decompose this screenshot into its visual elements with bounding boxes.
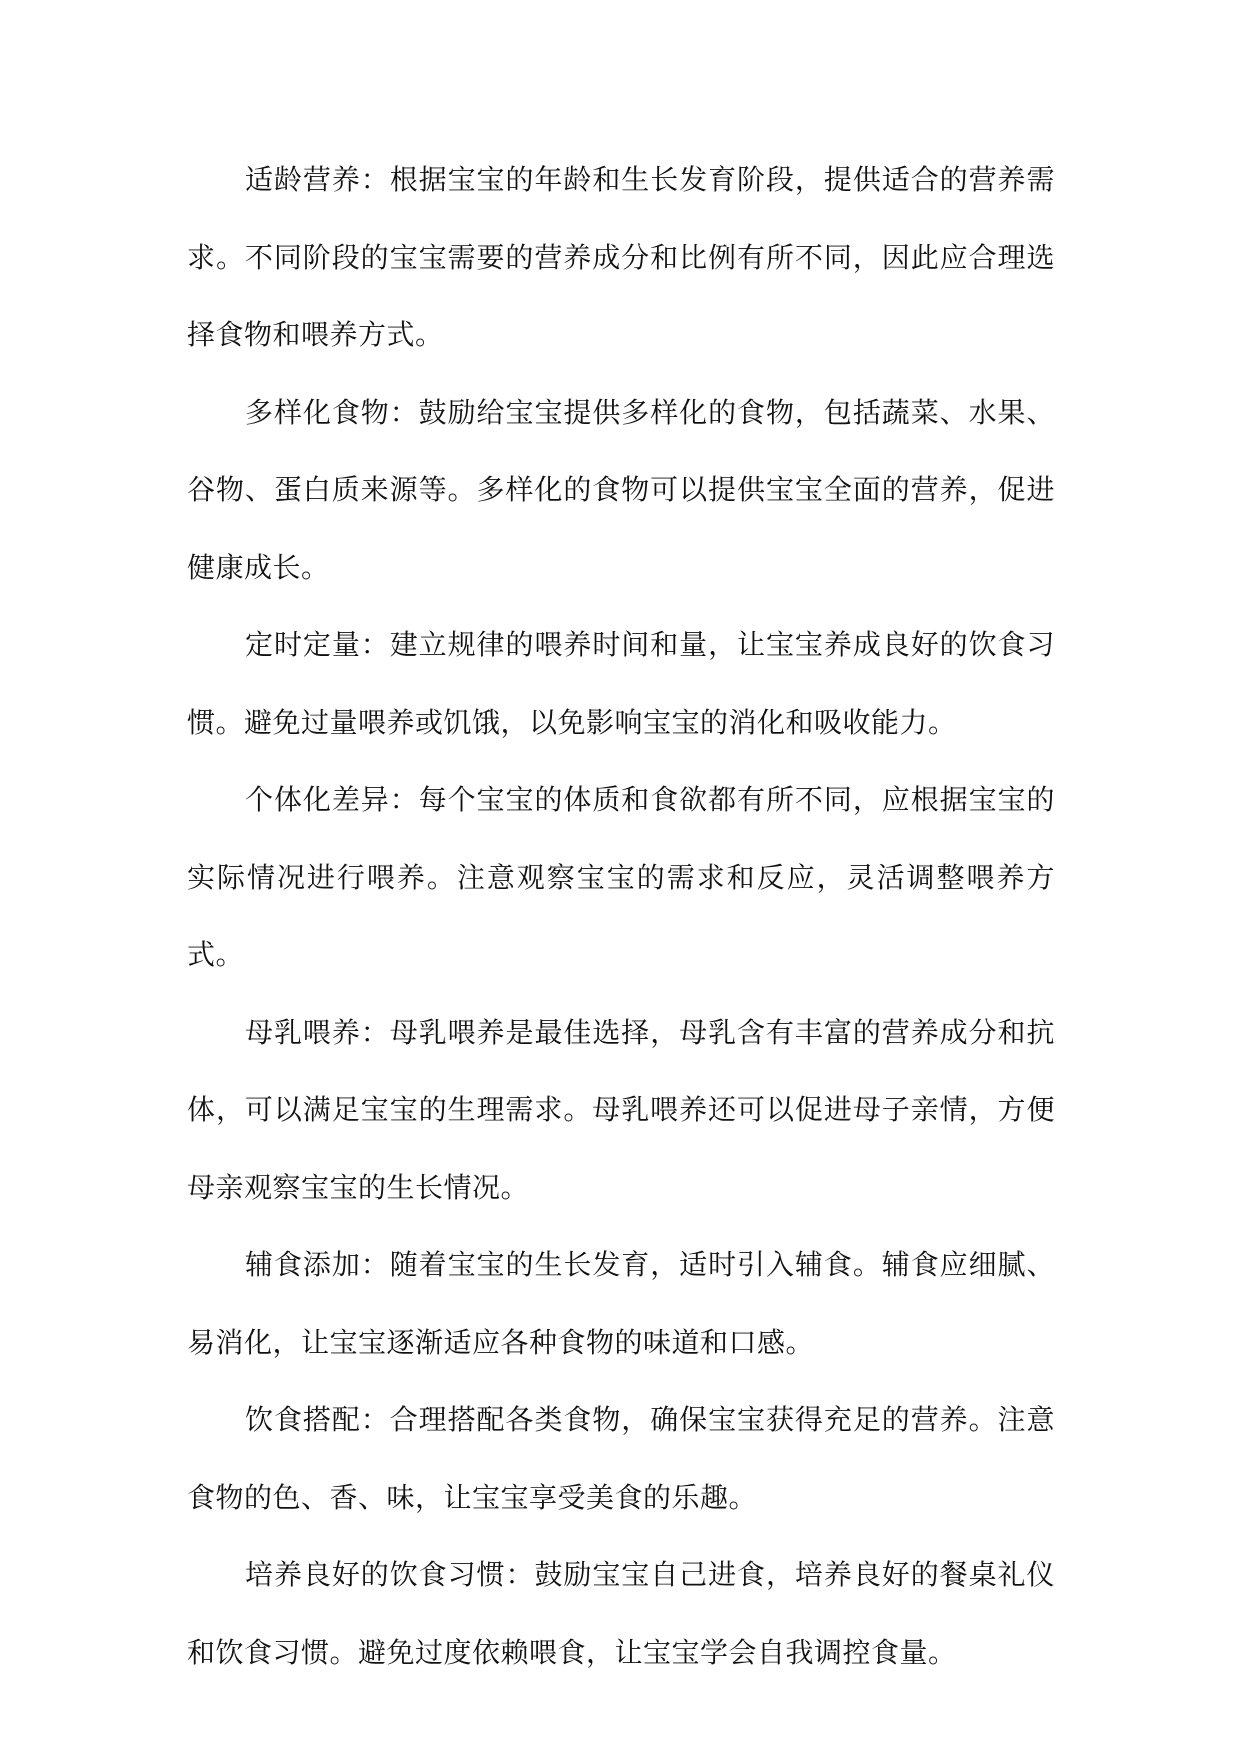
paragraph-age-appropriate-nutrition: 适龄营养：根据宝宝的年龄和生长发育阶段，提供适合的营养需求。不同阶段的宝宝需要的营养成分和比例有所不同，因此应合理选择食物和喂养方式。 [187, 163, 1055, 351]
paragraph-breastfeeding: 母乳喂养：母乳喂养是最佳选择，母乳含有丰富的营养成分和抗体，可以满足宝宝的生理需求。母乳喂养还可以促进母子亲情，方便母亲观察宝宝的生长情况。 [187, 1015, 1055, 1204]
document-body [187, 141, 1055, 1691]
paragraph-diverse-foods: 多样化食物：鼓励给宝宝提供多样化的食物，包括蔬菜、水果、谷物、蛋白质来源等。多样化的食物可以提供宝宝全面的营养，促进健康成长。 [187, 395, 1055, 584]
paragraph-scheduled-feeding: 定时定量：建立规律的喂养时间和量，让宝宝养成良好的饮食习惯。避免过量喂养或饥饿，以免影响宝宝的消化和吸收能力。 [187, 628, 1055, 739]
paragraph-complementary-foods: 辅食添加：随着宝宝的生长发育，适时引入辅食。辅食应细腻、易消化，让宝宝逐渐适应各种食物的味道和口感。 [187, 1248, 1055, 1359]
paragraph-eating-habits: 培养良好的饮食习惯：鼓励宝宝自己进食，培养良好的餐桌礼仪和饮食习惯。避免过度依赖喂食，让宝宝学会自我调控食量。 [187, 1558, 1055, 1669]
paragraph-diet-pairing: 饮食搭配：合理搭配各类食物，确保宝宝获得充足的营养。注意食物的色、香、味，让宝宝享受美食的乐趣。 [187, 1403, 1055, 1514]
paragraph-individual-differences: 个体化差异：每个宝宝的体质和食欲都有所不同，应根据宝宝的实际情况进行喂养。注意观察宝宝的需求和反应，灵活调整喂养方式。 [187, 783, 1055, 971]
